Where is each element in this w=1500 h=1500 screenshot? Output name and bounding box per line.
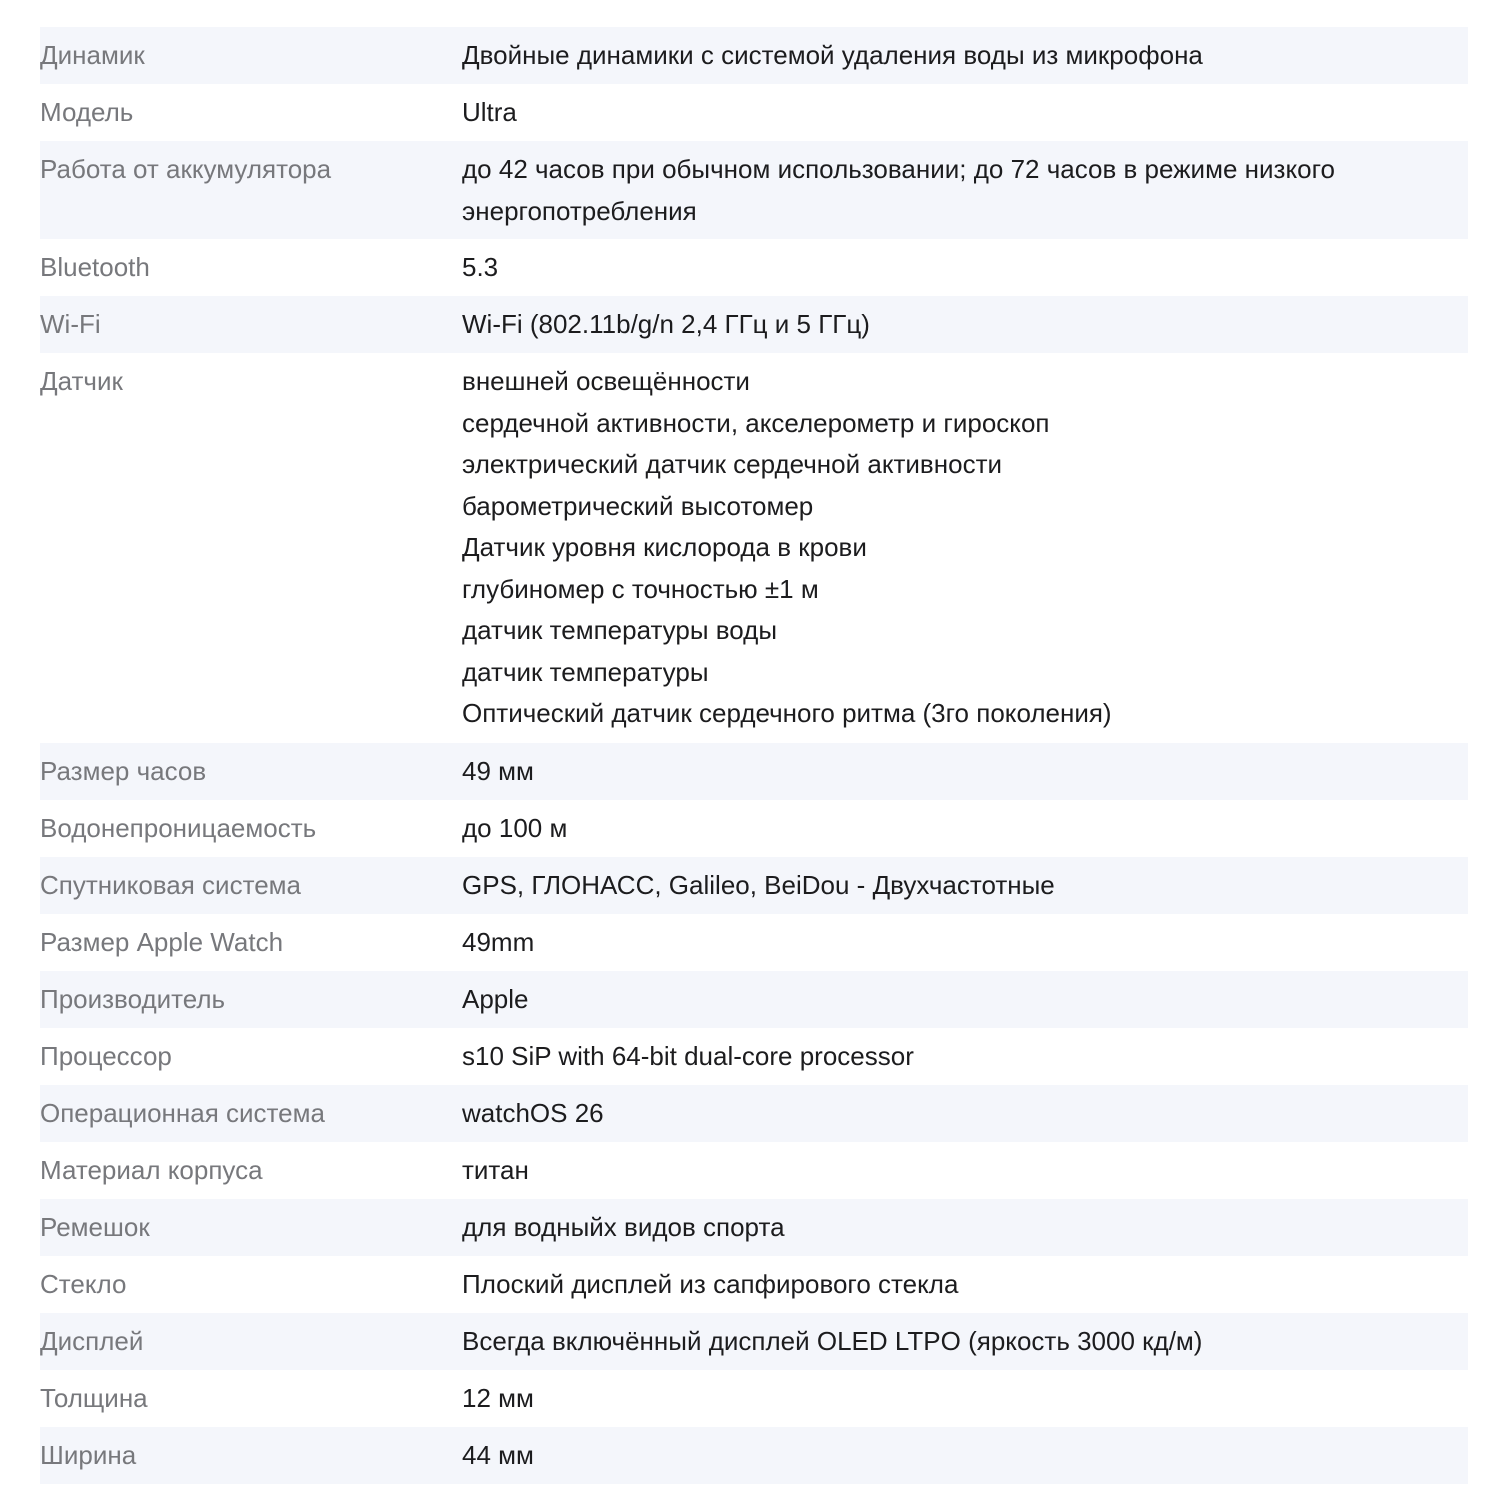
spec-label: Работа от аккумулятора — [40, 154, 332, 184]
spec-label: Ремешок — [40, 1212, 150, 1242]
spec-value: watchOS 26 — [462, 1098, 604, 1128]
spec-label: Дисплей — [40, 1326, 144, 1356]
spec-row-glass — [40, 1256, 1468, 1313]
spec-value-line: датчик температуры воды — [462, 615, 778, 645]
spec-value-line: глубиномер с точностью ±1 м — [462, 573, 819, 604]
spec-row-processor — [40, 1028, 1468, 1085]
spec-value: до 100 м — [462, 813, 568, 843]
spec-value — [462, 141, 1468, 232]
spec-value-line: датчик температуры — [462, 656, 709, 687]
spec-label: Модель — [40, 97, 134, 127]
spec-label: Процессор — [40, 1041, 172, 1071]
spec-value: Ultra — [462, 97, 517, 127]
spec-row-apple-watch-size — [40, 914, 1468, 971]
spec-value-line: до 42 часов при обычном использовании; до 72 часов в режиме низкого — [462, 154, 1335, 184]
spec-row-manufacturer — [40, 971, 1468, 1028]
spec-value-line: электрический датчик сердечной активности — [462, 449, 1002, 479]
spec-value-line: сердечной активности, акселерометр и гироскоп — [462, 407, 1050, 438]
spec-value: s10 SiP with 64-bit dual-core processor — [462, 1041, 914, 1071]
spec-label: Операционная система — [40, 1098, 325, 1128]
spec-value: Плоский дисплей из сапфирового стекла — [462, 1269, 959, 1299]
spec-row-case-material — [40, 1142, 1468, 1199]
spec-value-line: Оптический датчик сердечного ритма (3го поколения) — [462, 698, 1112, 728]
spec-value: 5.3 — [462, 252, 499, 282]
spec-label: Датчик — [40, 366, 123, 396]
spec-label: Динамик — [40, 40, 145, 70]
spec-value: Wi-Fi (802.11b/g/n 2,4 ГГц и 5 ГГц) — [462, 309, 870, 339]
spec-label: Спутниковая система — [40, 870, 301, 900]
spec-value: 44 мм — [462, 1440, 534, 1470]
spec-value-line: энергопотребления — [462, 195, 697, 226]
spec-row-os — [40, 1085, 1468, 1142]
spec-label: Ширина — [40, 1440, 137, 1470]
spec-row-band — [40, 1199, 1468, 1256]
spec-value: Двойные динамики с системой удаления воды из микрофона — [462, 40, 1203, 70]
spec-value: Всегда включённый дисплей OLED LTPO (яркость 3000 кд/м) — [462, 1326, 1203, 1356]
spec-row-wifi — [40, 296, 1468, 353]
spec-label: Производитель — [40, 984, 226, 1014]
spec-row-water-resistance — [40, 800, 1468, 857]
spec-label: Wi-Fi — [40, 309, 101, 339]
spec-label: Размер Apple Watch — [40, 927, 284, 957]
spec-row-battery — [40, 141, 1468, 239]
spec-row-width — [40, 1427, 1468, 1484]
spec-row-model — [40, 84, 1468, 141]
spec-value-line: барометрический высотомер — [462, 490, 814, 521]
spec-value: 49mm — [462, 927, 535, 957]
spec-label: Стекло — [40, 1269, 127, 1299]
spec-value: 12 мм — [462, 1383, 534, 1413]
spec-row-gnss — [40, 857, 1468, 914]
spec-label: Материал корпуса — [40, 1155, 263, 1185]
spec-label: Толщина — [40, 1383, 148, 1413]
spec-row-sensors — [40, 353, 1468, 743]
spec-value: титан — [462, 1155, 529, 1185]
spec-value: для водныйх видов спорта — [462, 1212, 785, 1242]
spec-row-bluetooth — [40, 239, 1468, 296]
spec-label: Bluetooth — [40, 252, 150, 282]
spec-value: 49 мм — [462, 756, 534, 786]
spec-value: GPS, ГЛОНАСС, Galileo, BeiDou - Двухчастотные — [462, 870, 1055, 900]
spec-value-line: Датчик уровня кислорода в крови — [462, 532, 867, 562]
spec-table — [40, 27, 1468, 1484]
spec-value-line: внешней освещённости — [462, 366, 750, 396]
spec-row-display — [40, 1313, 1468, 1370]
spec-label: Водонепроницаемость — [40, 813, 317, 843]
spec-row-watch-size — [40, 743, 1468, 800]
spec-value: Apple — [462, 984, 529, 1014]
spec-label: Размер часов — [40, 756, 207, 786]
spec-row-thickness — [40, 1370, 1468, 1427]
spec-value — [462, 353, 1468, 735]
spec-row-speaker — [40, 27, 1468, 84]
